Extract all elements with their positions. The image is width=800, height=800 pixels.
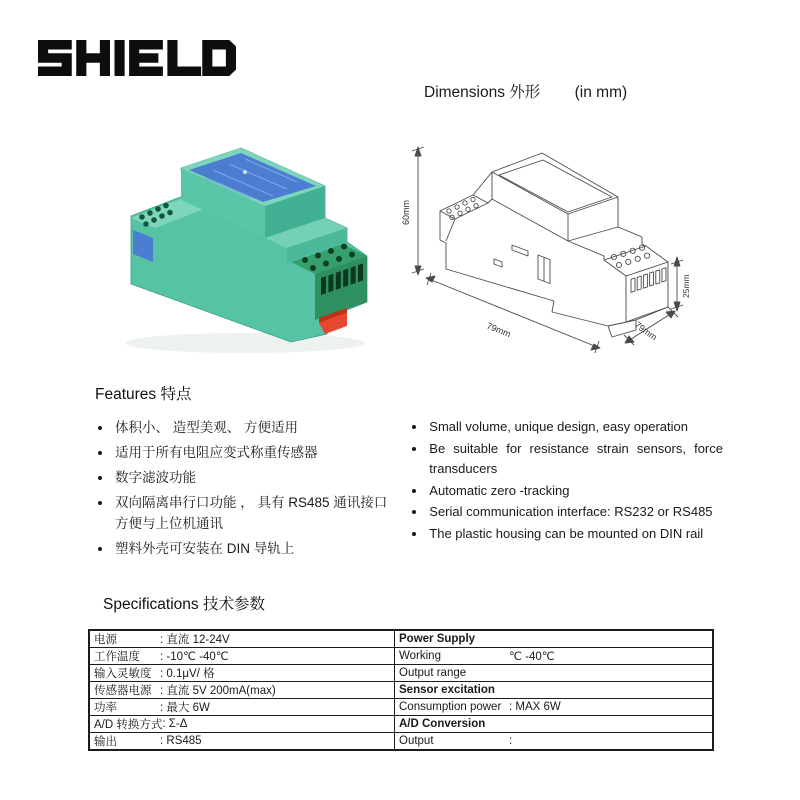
spec-label-en: Output [399,735,434,747]
spec-cell-zh [89,682,395,699]
spec-label-en: Output range [399,667,467,679]
spec-value-zh: : Σ-Δ [162,718,188,730]
feature-item: • 体积小、 造型美观、 方便适用 [113,417,391,438]
feature-item: • 数字滤波功能 [113,467,391,488]
spec-value-en: ℃ -40℃ [509,651,555,663]
feature-item: • Serial communication interface: RS232 or RS485 [427,502,723,523]
dim-label-depth: 79mm [632,319,659,343]
spec-label-zh: A/D 转换方式 [94,719,163,731]
spec-label-zh: 电源 [94,634,117,646]
spec-label-en: Consumption power [399,701,502,713]
spec-cell-zh [89,716,395,733]
spec-row [89,665,713,682]
spec-cell-zh [89,648,395,665]
spec-label-en: A/D Conversion [399,718,486,730]
spec-label-zh: 输出 [94,736,117,748]
spec-value-zh: : -10℃ -40℃ [160,651,229,663]
spec-label-zh: 工作温度 [94,651,140,663]
spec-value-zh: : 0.1μV/ 格 [160,668,215,680]
feature-item: • Automatic zero -tracking [427,481,723,502]
spec-label-en: Working [399,650,441,662]
dimensions-title-en: Dimensions [424,84,505,101]
module-outline-drawing [400,129,700,365]
dimensions-unit: (in mm) [574,84,628,101]
spec-cell-zh [89,699,395,716]
specifications-table [88,629,714,751]
spec-label-zh: 输入灵敏度 [94,668,152,680]
spec-label-en: Sensor excitation [399,684,495,696]
feature-item: • 塑料外壳可安装在 DIN 导轨上 [113,538,391,559]
dimensions-title-zh: 外形 [509,84,541,101]
dimensions-heading [424,80,627,102]
spec-cell-en [395,733,714,751]
spec-cell-en [395,682,714,699]
feature-item: • The plastic housing can be mounted on DIN rail [427,524,723,545]
spec-row [89,648,713,665]
specifications-section [88,592,716,751]
shield-logo [38,40,236,76]
spec-row [89,682,713,699]
feature-item: • Small volume, unique design, easy operation [427,417,723,438]
spec-cell-en [395,699,714,716]
spec-row [89,630,713,648]
din-rail-module-photo [95,132,380,365]
dim-label-height: 60mm [401,199,411,225]
spec-cell-en [395,630,714,648]
spec-label-en: Power Supply [399,633,476,645]
spec-row [89,716,713,733]
spec-row [89,699,713,716]
feature-item: • 适用于所有电阻应变式称重传感器 [113,442,391,463]
features-list-en [409,417,723,563]
spec-label-zh: 传感器电源 [94,685,152,697]
spec-value-zh: : 最大 6W [160,702,210,714]
spec-cell-zh [89,733,395,751]
shield-logo-letters [38,40,236,76]
spec-cell-en [395,648,714,665]
spec-cell-zh [89,665,395,682]
spec-cell-zh [89,630,395,648]
dim-label-terminal: 25mm [681,274,691,298]
features-list-zh [95,417,391,563]
specifications-title: Specifications 技术参数 [103,596,265,613]
product-photo [95,132,380,365]
spec-value-zh: : 直流 5V 200mA(max) [160,685,276,697]
spec-value-zh: : RS485 [160,735,202,747]
dimension-drawing [400,129,700,365]
spec-value-en: : MAX 6W [509,701,561,713]
feature-item: • 双向隔离串行口功能 ， 具有 RS485 通讯接口方便与上位机通讯 [113,492,391,534]
spec-value-zh: : 直流 12-24V [160,634,230,646]
feature-item: • Be suitable for resistance strain sensors, force transducers [427,439,723,480]
spec-cell-en [395,665,714,682]
spec-row [89,733,713,751]
features-title: Features 特点 [95,386,192,403]
features-section [95,382,723,563]
spec-cell-en [395,716,714,733]
dim-label-length: 79mm [485,320,513,340]
spec-value-en: : [509,735,513,747]
spec-label-zh: 功率 [94,702,117,714]
